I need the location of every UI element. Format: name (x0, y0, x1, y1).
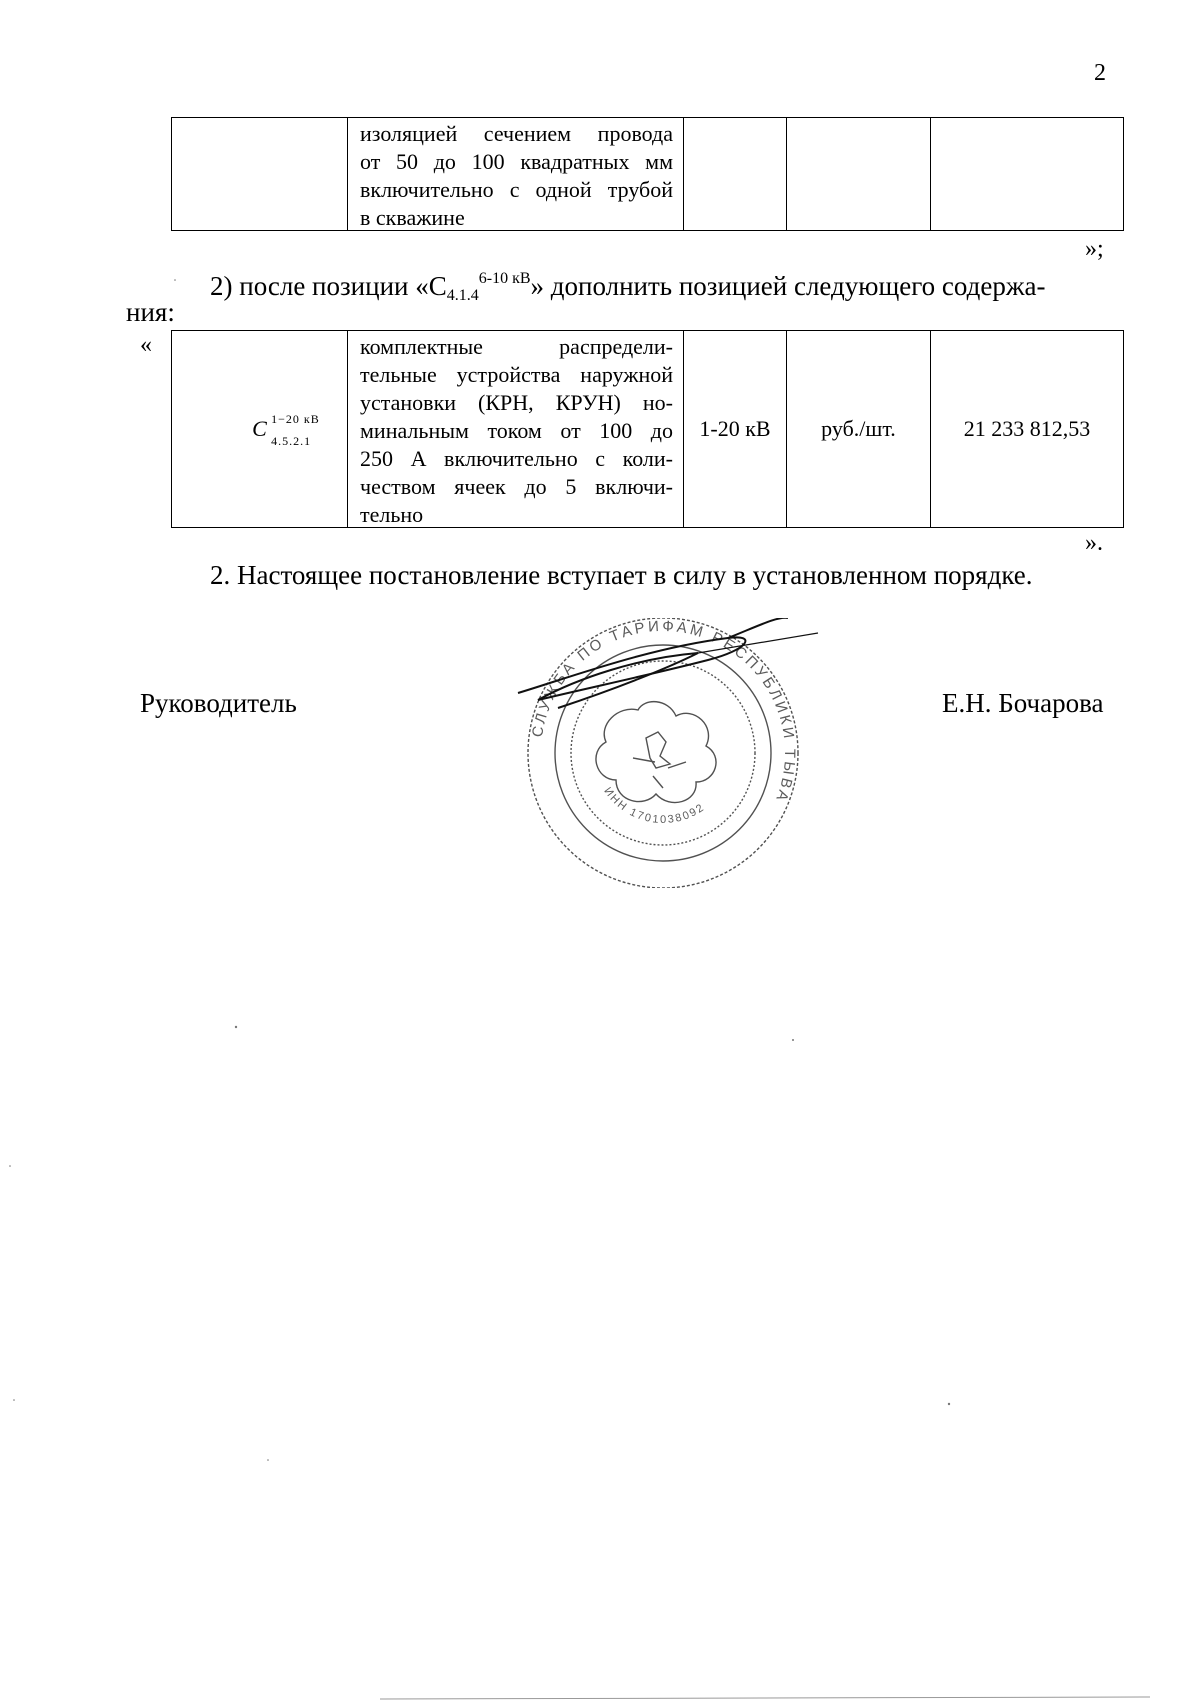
position-code-sup: 6-10 кВ (478, 270, 531, 287)
description-line: изоляцией сечением провода (360, 121, 673, 146)
seal-inner-text: ИНН 1701038092 (601, 785, 708, 827)
code-subscript: 4.5.2.1 (271, 434, 312, 448)
position-code (252, 412, 320, 448)
item-2-suffix: » дополнить позицией следующего содержа- (530, 271, 1046, 301)
paragraph-2: 2. Настоящее постановление вступает в силу в установленном порядке. (210, 560, 1033, 590)
emblem-outline (596, 702, 716, 803)
item-2-prefix: 2) после позиции «С (210, 271, 447, 301)
description-line: тельные устройства наружной (360, 362, 673, 387)
code-cell (172, 118, 348, 231)
description-line: комплектные распредели- (360, 334, 673, 359)
seal-outer-text: СЛУЖБА ПО ТАРИФАМ РЕСПУБЛИКИ ТЫВА (528, 618, 799, 806)
position-code-sub: 4.1.4 (446, 287, 479, 304)
table-row (172, 331, 1124, 528)
closing-quote: »; (1085, 236, 1104, 262)
item-2-continuation: ния: (126, 297, 175, 327)
description-line: чеством ячеек до 5 включи- (360, 474, 673, 499)
description-line: включительно с одной трубой (360, 177, 673, 202)
official-seal (498, 618, 828, 888)
voltage-cell (684, 118, 787, 231)
item-2-text (210, 262, 1045, 313)
unit-cell: руб./шт. (787, 331, 931, 528)
svg-text:ИНН 1701038092 (601, 785, 707, 826)
description-line: тельно (360, 502, 424, 527)
signatory-title: Руководитель (140, 688, 297, 718)
code-superscript: 1−20 кВ (271, 412, 320, 426)
svg-text:СЛУЖБА ПО ТАРИФАМ РЕСПУБЛИКИ Т (529, 618, 798, 806)
new-position-table (171, 330, 1124, 528)
code-cell (172, 331, 348, 528)
description-line: в скважине (360, 205, 465, 230)
signatory-name: Е.Н. Бочарова (942, 688, 1104, 718)
description-cell (348, 118, 684, 231)
description-line: установки (КРН, КРУН) но- (360, 390, 673, 415)
opening-quote: « (140, 332, 152, 358)
description-line: минальным током от 100 до (360, 418, 673, 443)
code-base: С (252, 416, 267, 441)
description-cell (348, 331, 684, 528)
voltage-cell: 1-20 кВ (684, 331, 787, 528)
price-cell (931, 118, 1124, 231)
description-line: 250 А включительно с коли- (360, 446, 673, 471)
page-number: 2 (1094, 60, 1106, 86)
unit-cell (787, 118, 931, 231)
continued-table (171, 117, 1124, 231)
price-cell: 21 233 812,53 (931, 331, 1124, 528)
closing-quote: ». (1085, 530, 1103, 556)
table-row (172, 118, 1124, 231)
description-line: от 50 до 100 квадратных мм (360, 149, 673, 174)
